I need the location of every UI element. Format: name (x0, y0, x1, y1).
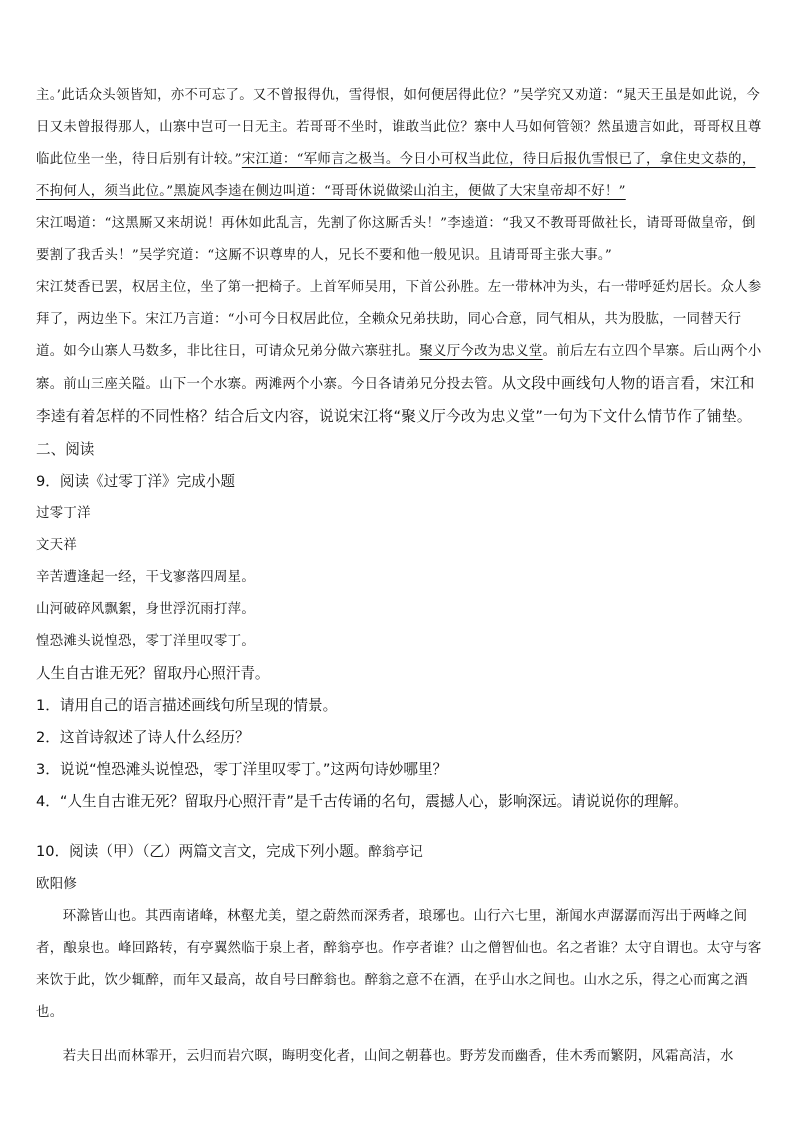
poem-line: 山河破碎风飘絮，身世浮沉雨打萍。 (36, 602, 256, 617)
question-text: 从文段中画线句人物的语言看，宋江和李逵有着怎样的不同性格？结合后文内容，说说宋江将“聚义厅今改为忠义堂”一句为下文什么情节作了铺垫。 (36, 375, 755, 425)
poem-title: 过零丁洋 (36, 506, 91, 521)
question-title: 10．阅读（甲）（乙）两篇文言文，完成下列小题。醉翁亭记 (36, 843, 424, 860)
sub-question: 3．说说“惶恐滩头说惶恐，零丁洋里叹零丁。”这两句诗妙哪里？ (36, 761, 448, 778)
passage-paragraph: 环滁皆山也。其西南诸峰，林壑尤美，望之蔚然而深秀者，琅琊也。山行六七里，渐闻水声潺潺而泻出于两峰之间者，酿泉也。峰回路转，有亭翼然临于泉上者，醉翁亭也。作亭者谁？山之僧智仙也。名之者谁？太守自谓也。太守与客来饮于此，饮少辄醉，而年又最高，故自号曰醉翁也。醉翁之意不在酒，在乎山水之间也。山水之乐，得之心而寓之酒也。 (36, 909, 762, 1020)
sub-question: 4．“人生自古谁无死？留取丹心照汗青”是千古传诵的名句，震撼人心，影响深远。请说说你的理解。 (36, 793, 688, 810)
question-title: 9．阅读《过零丁洋》完成小题 (36, 473, 236, 490)
question-10 (36, 836, 766, 1073)
passage-paragraph: 主。’此话众头领皆知，亦不可忘了。又不曾报得仇，雪得恨，如何便居得此位？”吴学究又劝道：“晁天王虽是如此说，今日又未曾报得那人，山寨中岂可一日无主。若哥哥不坐时，谁敢当此位？寨中人马如何管领？然虽遗言如此，哥哥权且尊临此位坐一坐，待日后别有计较。”宋江道：“军师言之极当。今日小可权当此位，待日后报仇雪恨已了，拿住史文恭的，不拘何人，须当此位。”黑旋风李逵在侧边叫道：“哥哥休说做梁山泊主，便做了大宋皇帝却不好！” (36, 88, 762, 199)
poem-line: 辛苦遭逢起一经，干戈寥落四周星。 (36, 570, 256, 585)
passage-paragraph: 若夫日出而林霏开，云归而岩穴暝，晦明变化者，山间之朝暮也。野芳发而幽香，佳木秀而繁阴，风霜高洁，水 (62, 1049, 734, 1064)
underlined-sentence: 聚义厅今改为忠义堂 (419, 344, 543, 359)
sub-question: 1．请用自己的语言描述画线句所呈现的情景。 (36, 697, 338, 714)
underlined-sentence: 宋江道：“军师言之极当。今日小可权当此位，待日后报仇雪恨已了，拿住史文恭的，不拘何人，须当此位。”黑旋风李逵在侧边叫道：“哥哥休说做梁山泊主，便做了大宋皇帝却不好！” (36, 152, 756, 199)
section-heading: 二、阅读 (36, 441, 95, 458)
passage-author: 欧阳修 (36, 877, 78, 892)
passage-title: 醉翁亭记 (368, 845, 424, 860)
sub-question: 2．这首诗叙述了诗人什么经历？ (36, 729, 250, 746)
passage-paragraph: 宋江焚香已罢，权居主位，坐了第一把椅子。上首军师吴用，下首公孙胜。左一带林冲为头，右一带呼延灼居长。众人参拜了，两边坐下。宋江乃言道：“小可今日权居此位，全赖众兄弟扶助，同心合意，同气相从，共为股肱，一同替天行道。如今山寨人马数多，非比往日，可请众兄弟分做六寨驻扎。聚义厅今改为忠义堂。前后左右立四个旱寨。后山两个小寨。前山三座关隘。山下一个水寨。两滩两个小寨。今日各请弟兄分投去管。从文段中画线句人物的语言看，宋江和李逵有着怎样的不同性格？结合后文内容，说说宋江将“聚义厅今改为忠义堂”一句为下文什么情节作了铺垫。 (36, 280, 762, 425)
poem-line: 人生自古谁无死？留取丹心照汗青。 (36, 665, 270, 682)
exam-page (36, 80, 766, 1073)
question-9 (36, 466, 766, 818)
passage-8 (36, 80, 766, 434)
poem-author: 文天祥 (36, 538, 78, 553)
passage-paragraph: 宋江喝道：“这黑厮又来胡说！再休如此乱言，先割了你这厮舌头！”李逵道：“我又不教哥哥做社长，请哥哥做皇帝，倒要割了我舌头！”吴学究道：“这厮不识尊卑的人，兄长不要和他一般见识。且请哥哥主张大事。” (36, 216, 756, 263)
poem-line: 惶恐滩头说惶恐，零丁洋里叹零丁。 (36, 634, 256, 649)
